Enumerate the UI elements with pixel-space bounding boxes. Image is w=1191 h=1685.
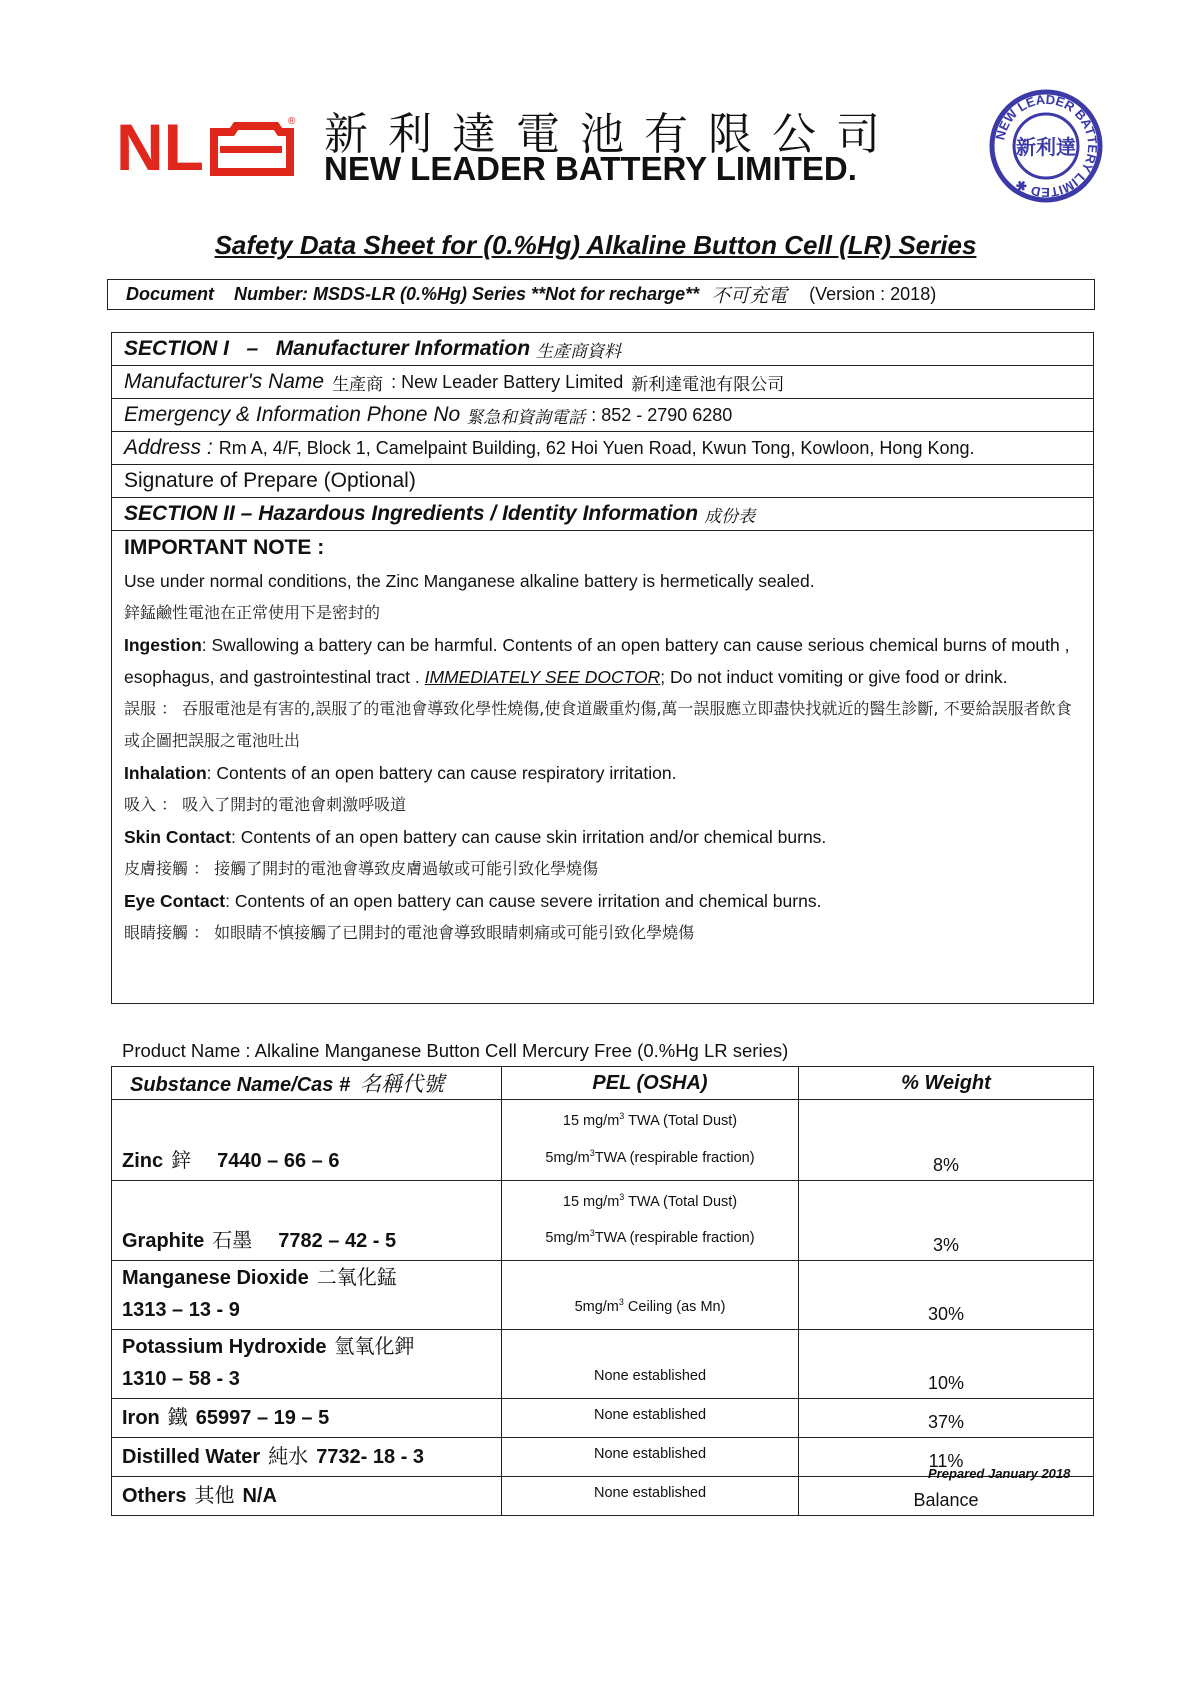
inhalation-text: Inhalation: Contents of an open battery can cause respiratory irritation.: [124, 763, 677, 783]
logo-text: NL: [116, 112, 204, 182]
table-row: [112, 1399, 1094, 1438]
weight-value: 3%: [799, 1180, 1094, 1261]
weight-value: 11%: [799, 1438, 1094, 1477]
header-substance: Substance Name/Cas # 名稱代號: [112, 1067, 502, 1100]
section1-header: SECTION I – Manufacturer Information 生產商資料: [112, 333, 1093, 366]
skin-text: Skin Contact: Contents of an open battery can cause skin irritation and/or chemical burns.: [124, 827, 827, 847]
weight-value: 37%: [799, 1399, 1094, 1438]
substance-name: Potassium Hydroxide 氫氧化鉀 1310 – 58 - 3: [112, 1330, 502, 1399]
company-seal: [988, 88, 1104, 204]
doc-number-value: Number: MSDS-LR (0.%Hg) Series **Not for recharge**: [234, 284, 700, 304]
substance-name: Others 其他 N/A: [112, 1477, 502, 1516]
pel-value: None established: [502, 1438, 799, 1477]
svg-text:NEW LEADER BATTERY LIMITED ✱: NEW LEADER BATTERY LIMITED ✱: [992, 91, 1101, 201]
weight-value: 30%: [799, 1261, 1094, 1330]
doc-number-cn: 不可充電: [711, 285, 788, 307]
document-number-box: [107, 279, 1095, 310]
pel-value: 15 $mg/m^3$ TWA (Total Dust) $5mg/m^3TWA$ (respirable fraction): [502, 1100, 799, 1181]
phone-row: Emergency & Information Phone No 緊急和資詢電話 : 852 - 2790 6280: [112, 399, 1093, 432]
prepared-date: Prepared January 2018: [928, 1466, 1071, 1481]
inhalation-cn: 吸入 ： 吸入了開封的電池會刺激呼吸道: [124, 795, 407, 814]
note-heading: IMPORTANT NOTE :: [124, 536, 325, 559]
substance-name: Iron 鐵 65997 – 19 – 5: [112, 1399, 502, 1438]
pel-value: $5mg/m^3$ Ceiling (as Mn): [502, 1261, 799, 1330]
table-header-row: [112, 1067, 1094, 1100]
doc-number-label: Document: [126, 284, 215, 304]
weight-value: Balance: [799, 1477, 1094, 1516]
doc-version: (Version : 2018): [809, 284, 937, 304]
product-name: Product Name : Alkaline Manganese Button Cell Mercury Free (0.%Hg LR series): [122, 1040, 789, 1061]
sealed-line-cn: 鋅錳鹼性電池在正常使用下是密封的: [124, 603, 381, 622]
substance-name: Graphite 石墨 7782 – 42 - 5: [112, 1180, 502, 1261]
substance-name: Manganese Dioxide 二氧化錳 1313 – 13 - 9: [112, 1261, 502, 1330]
manufacturer-row: Manufacturer's Name 生產商 : New Leader Battery Limited 新利達電池有限公司: [112, 366, 1093, 399]
company-name-en: NEW LEADER BATTERY LIMITED.: [324, 150, 857, 187]
table-row: [112, 1261, 1094, 1330]
svg-text:®: ®: [288, 116, 296, 127]
ingestion-cn: 誤服 ： 吞服電池是有害的,誤服了的電池會導致化學性燒傷,使食道嚴重灼傷,萬一誤服應立即盡快找就近的醫生診斷, 不要給誤服者飲食或企圖把誤服之電池吐出: [124, 699, 1072, 750]
eye-text: Eye Contact: Contents of an open battery can cause severe irritation and chemical burns.: [124, 891, 822, 911]
pel-value: None established: [502, 1330, 799, 1399]
company-logo: [116, 112, 296, 182]
sealed-line: Use under normal conditions, the Zinc Manganese alkaline battery is hermetically sealed.: [124, 571, 815, 591]
ingestion-text: Ingestion: Swallowing a battery can be harmful. Contents of an open battery can cause serious chemical burns of mouth , esophagus, and gastrointestinal tract . IMMEDIATELY SEE DOCTOR; Do not induct vomiting or give food or drink.: [124, 635, 1070, 687]
weight-value: 8%: [799, 1100, 1094, 1181]
table-row: [112, 1477, 1094, 1516]
weight-value: 10%: [799, 1330, 1094, 1399]
address-row: Address : Rm A, 4/F, Block 1, Camelpaint Building, 62 Hoi Yuen Road, Kwun Tong, Kowloon, Hong Kong.: [112, 432, 1093, 465]
section2-header: SECTION II – Hazardous Ingredients / Identity Information 成份表: [112, 498, 1093, 531]
skin-cn: 皮膚接觸 ： 接觸了開封的電池會導致皮膚過敏或可能引致化學燒傷: [124, 859, 599, 878]
table-row: [112, 1100, 1094, 1181]
section-box: [111, 332, 1094, 1004]
table-row: [112, 1180, 1094, 1261]
header-weight: % Weight: [799, 1067, 1094, 1100]
substance-table: [111, 1066, 1094, 1516]
company-name-cn: 新利達電池有限公司: [324, 109, 900, 160]
eye-cn: 眼睛接觸 ： 如眼睛不慎接觸了已開封的電池會導致眼睛刺痛或可能引致化學燒傷: [124, 923, 695, 942]
table-row: [112, 1330, 1094, 1399]
pel-value: None established: [502, 1399, 799, 1438]
pel-value: 15 $mg/m^3$ TWA (Total Dust) $5mg/m^3TWA$ (respirable fraction): [502, 1180, 799, 1261]
pel-value: None established: [502, 1477, 799, 1516]
document-title: Safety Data Sheet for (0.%Hg) Alkaline Button Cell (LR) Series: [214, 230, 977, 260]
header-pel: PEL (OSHA): [502, 1067, 799, 1100]
signature-row: Signature of Prepare (Optional): [112, 465, 1093, 498]
substance-name: Distilled Water 純水 7732- 18 - 3: [112, 1438, 502, 1477]
substance-name: Zinc 鋅 7440 – 66 – 6: [112, 1100, 502, 1181]
svg-text:新利達: 新利達: [1016, 135, 1076, 159]
important-note: [124, 531, 1084, 949]
